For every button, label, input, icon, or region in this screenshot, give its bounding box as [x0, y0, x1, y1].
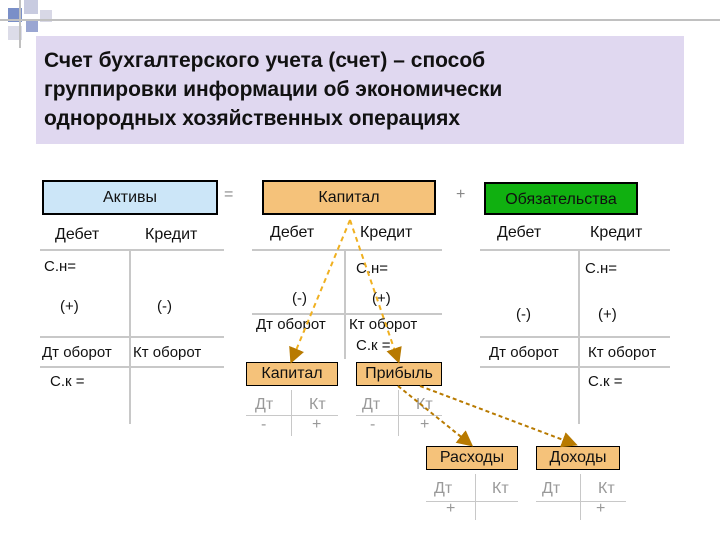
sub-profit-kt-sign: +	[420, 416, 430, 433]
capital-credit-turnover: Кт оборот	[349, 316, 418, 333]
capital-debit: Дебет	[270, 224, 315, 241]
assets-debit: Дебет	[55, 226, 100, 243]
arrow-capital-to-profit	[350, 220, 398, 360]
assets-debit-turnover: Дт оборот	[42, 344, 112, 361]
liabilities-opening: С.н=	[585, 260, 618, 277]
liabilities-credit: Кредит	[590, 224, 643, 241]
assets-credit-sign: (-)	[157, 298, 172, 315]
sub-expenses-label: Расходы	[426, 446, 518, 470]
sub-income-label: Доходы	[536, 446, 620, 470]
liabilities-credit-sign: (+)	[598, 306, 617, 323]
sub-capital-kt: Кт	[309, 396, 326, 413]
arrow-profit-to-income	[420, 386, 574, 444]
assets-debit-sign: (+)	[60, 298, 79, 315]
assets-credit-turnover: Кт оборот	[133, 344, 202, 361]
capital-opening: С.н=	[356, 260, 389, 277]
liabilities-credit-turnover: Кт оборот	[588, 344, 657, 361]
liabilities-closing: С.к =	[588, 373, 623, 390]
title-line-2: группировки информации об экономически	[44, 78, 503, 101]
capital-credit-sign: (+)	[372, 290, 391, 307]
arrow-profit-to-expenses	[398, 386, 470, 444]
sub-income-kt: Кт	[598, 480, 615, 497]
arrow-capital-to-sub-capital	[292, 220, 350, 360]
liabilities-debit: Дебет	[497, 224, 542, 241]
title-line-3: однородных хозяйственных операциях	[44, 107, 461, 130]
sub-capital-label: Капитал	[246, 362, 338, 386]
sub-expenses-dt: Дт	[434, 480, 453, 497]
assets-opening: С.н=	[44, 258, 77, 275]
assets-closing: С.к =	[50, 373, 85, 390]
liabilities-header: Обязательства	[484, 182, 638, 215]
assets-header: Активы	[42, 180, 218, 215]
sub-expenses-dt-sign: +	[446, 500, 456, 517]
sub-capital-dt: Дт	[255, 396, 274, 413]
title-line-1: Счет бухгалтерского учета (счет) – способ	[44, 49, 486, 72]
sub-profit-dt-sign: -	[370, 416, 376, 433]
sub-capital-kt-sign: +	[312, 416, 322, 433]
capital-credit: Кредит	[360, 224, 413, 241]
sub-profit-kt: Кт	[416, 396, 433, 413]
liabilities-debit-turnover: Дт оборот	[489, 344, 559, 361]
capital-debit-turnover: Дт оборот	[256, 316, 326, 333]
sub-profit-label: Прибыль	[356, 362, 442, 386]
sub-profit-dt: Дт	[362, 396, 381, 413]
capital-closing: С.к =	[356, 337, 391, 354]
sub-capital-dt-sign: -	[261, 416, 267, 433]
capital-header: Капитал	[262, 180, 436, 215]
liabilities-debit-sign: (-)	[516, 306, 531, 323]
sub-income-kt-sign: +	[596, 500, 606, 517]
capital-debit-sign: (-)	[292, 290, 307, 307]
assets-credit: Кредит	[145, 226, 198, 243]
equals-sign: =	[224, 186, 234, 203]
sub-expenses-kt: Кт	[492, 480, 509, 497]
sub-income-dt: Дт	[542, 480, 561, 497]
plus-sign: +	[456, 186, 466, 203]
